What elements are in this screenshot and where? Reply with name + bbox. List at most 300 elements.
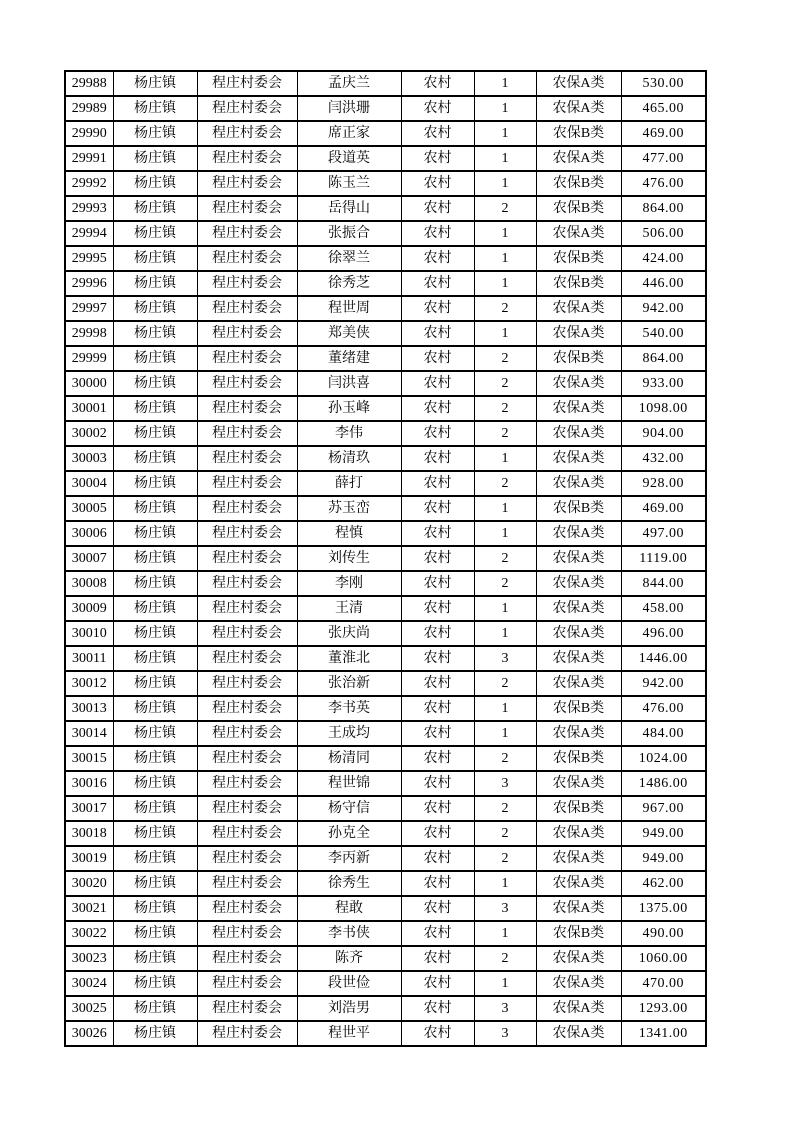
cell-person-name: 杨守信 (297, 796, 401, 821)
cell-amount: 540.00 (621, 321, 706, 346)
cell-person-count: 1 (474, 971, 536, 996)
cell-residence-type: 农村 (401, 346, 474, 371)
cell-residence-type: 农村 (401, 821, 474, 846)
table-row (65, 621, 706, 646)
cell-town: 杨庄镇 (113, 371, 197, 396)
cell-amount: 1486.00 (621, 771, 706, 796)
cell-town: 杨庄镇 (113, 321, 197, 346)
cell-person-name: 王清 (297, 596, 401, 621)
cell-residence-type: 农村 (401, 1021, 474, 1046)
cell-residence-type: 农村 (401, 721, 474, 746)
cell-person-count: 1 (474, 521, 536, 546)
cell-insurance-class: 农保B类 (536, 196, 621, 221)
cell-town: 杨庄镇 (113, 846, 197, 871)
cell-amount: 458.00 (621, 596, 706, 621)
table-row (65, 71, 706, 96)
cell-insurance-class: 农保A类 (536, 471, 621, 496)
cell-village-committee: 程庄村委会 (197, 371, 297, 396)
cell-town: 杨庄镇 (113, 171, 197, 196)
cell-town: 杨庄镇 (113, 871, 197, 896)
cell-amount: 1293.00 (621, 996, 706, 1021)
cell-amount: 469.00 (621, 496, 706, 521)
cell-seq-no: 30013 (65, 696, 113, 721)
cell-person-count: 2 (474, 671, 536, 696)
cell-village-committee: 程庄村委会 (197, 146, 297, 171)
cell-town: 杨庄镇 (113, 196, 197, 221)
cell-seq-no: 30024 (65, 971, 113, 996)
cell-person-count: 1 (474, 721, 536, 746)
cell-seq-no: 29989 (65, 96, 113, 121)
cell-amount: 469.00 (621, 121, 706, 146)
cell-town: 杨庄镇 (113, 396, 197, 421)
cell-village-committee: 程庄村委会 (197, 896, 297, 921)
cell-insurance-class: 农保B类 (536, 496, 621, 521)
cell-town: 杨庄镇 (113, 521, 197, 546)
cell-insurance-class: 农保A类 (536, 971, 621, 996)
cell-seq-no: 29999 (65, 346, 113, 371)
cell-seq-no: 30016 (65, 771, 113, 796)
cell-seq-no: 30010 (65, 621, 113, 646)
table-row (65, 146, 706, 171)
table-row (65, 796, 706, 821)
cell-town: 杨庄镇 (113, 346, 197, 371)
table-row (65, 271, 706, 296)
cell-amount: 530.00 (621, 71, 706, 96)
cell-town: 杨庄镇 (113, 71, 197, 96)
table-row (65, 571, 706, 596)
cell-person-name: 李伟 (297, 421, 401, 446)
cell-seq-no: 30023 (65, 946, 113, 971)
cell-seq-no: 29990 (65, 121, 113, 146)
cell-person-count: 1 (474, 71, 536, 96)
cell-person-count: 1 (474, 96, 536, 121)
cell-residence-type: 农村 (401, 971, 474, 996)
cell-person-count: 3 (474, 996, 536, 1021)
table-row (65, 1021, 706, 1046)
cell-seq-no: 30017 (65, 796, 113, 821)
cell-town: 杨庄镇 (113, 746, 197, 771)
cell-seq-no: 30014 (65, 721, 113, 746)
cell-village-committee: 程庄村委会 (197, 996, 297, 1021)
cell-amount: 1446.00 (621, 646, 706, 671)
cell-insurance-class: 农保A类 (536, 621, 621, 646)
cell-town: 杨庄镇 (113, 571, 197, 596)
table-row (65, 846, 706, 871)
cell-residence-type: 农村 (401, 921, 474, 946)
cell-residence-type: 农村 (401, 621, 474, 646)
cell-person-name: 闫洪喜 (297, 371, 401, 396)
cell-town: 杨庄镇 (113, 946, 197, 971)
cell-insurance-class: 农保A类 (536, 596, 621, 621)
cell-village-committee: 程庄村委会 (197, 671, 297, 696)
cell-village-committee: 程庄村委会 (197, 496, 297, 521)
cell-residence-type: 农村 (401, 846, 474, 871)
cell-person-count: 2 (474, 421, 536, 446)
cell-town: 杨庄镇 (113, 996, 197, 1021)
benefit-roster-table (64, 70, 707, 1047)
cell-town: 杨庄镇 (113, 546, 197, 571)
table-row (65, 446, 706, 471)
cell-residence-type: 农村 (401, 421, 474, 446)
cell-residence-type: 农村 (401, 546, 474, 571)
table-row (65, 221, 706, 246)
table-row (65, 596, 706, 621)
cell-amount: 1024.00 (621, 746, 706, 771)
cell-person-count: 3 (474, 896, 536, 921)
cell-amount: 844.00 (621, 571, 706, 596)
cell-person-name: 程世平 (297, 1021, 401, 1046)
table-row (65, 321, 706, 346)
cell-seq-no: 30005 (65, 496, 113, 521)
cell-person-name: 张振合 (297, 221, 401, 246)
cell-village-committee: 程庄村委会 (197, 296, 297, 321)
cell-village-committee: 程庄村委会 (197, 421, 297, 446)
cell-village-committee: 程庄村委会 (197, 346, 297, 371)
cell-person-count: 1 (474, 121, 536, 146)
cell-seq-no: 29988 (65, 71, 113, 96)
cell-town: 杨庄镇 (113, 896, 197, 921)
cell-insurance-class: 农保B类 (536, 121, 621, 146)
cell-insurance-class: 农保A类 (536, 871, 621, 896)
cell-person-name: 孙克全 (297, 821, 401, 846)
cell-amount: 477.00 (621, 146, 706, 171)
cell-village-committee: 程庄村委会 (197, 721, 297, 746)
cell-person-count: 1 (474, 171, 536, 196)
cell-seq-no: 29993 (65, 196, 113, 221)
cell-person-name: 徐秀生 (297, 871, 401, 896)
cell-amount: 490.00 (621, 921, 706, 946)
cell-person-count: 1 (474, 871, 536, 896)
cell-seq-no: 30011 (65, 646, 113, 671)
cell-insurance-class: 农保A类 (536, 146, 621, 171)
cell-amount: 432.00 (621, 446, 706, 471)
cell-residence-type: 农村 (401, 446, 474, 471)
cell-person-count: 1 (474, 921, 536, 946)
cell-residence-type: 农村 (401, 196, 474, 221)
cell-person-name: 杨清玖 (297, 446, 401, 471)
cell-town: 杨庄镇 (113, 796, 197, 821)
cell-person-count: 1 (474, 246, 536, 271)
cell-residence-type: 农村 (401, 71, 474, 96)
cell-person-count: 2 (474, 746, 536, 771)
cell-person-name: 李刚 (297, 571, 401, 596)
cell-insurance-class: 农保A类 (536, 396, 621, 421)
cell-residence-type: 农村 (401, 146, 474, 171)
cell-amount: 1341.00 (621, 1021, 706, 1046)
cell-insurance-class: 农保A类 (536, 321, 621, 346)
cell-town: 杨庄镇 (113, 646, 197, 671)
cell-residence-type: 农村 (401, 496, 474, 521)
cell-seq-no: 30007 (65, 546, 113, 571)
table-row (65, 246, 706, 271)
cell-person-name: 董淮北 (297, 646, 401, 671)
cell-seq-no: 29992 (65, 171, 113, 196)
cell-residence-type: 农村 (401, 596, 474, 621)
cell-village-committee: 程庄村委会 (197, 271, 297, 296)
cell-insurance-class: 农保A类 (536, 846, 621, 871)
cell-town: 杨庄镇 (113, 96, 197, 121)
cell-insurance-class: 农保A类 (536, 771, 621, 796)
cell-village-committee: 程庄村委会 (197, 546, 297, 571)
cell-amount: 424.00 (621, 246, 706, 271)
cell-village-committee: 程庄村委会 (197, 596, 297, 621)
cell-person-count: 2 (474, 396, 536, 421)
cell-insurance-class: 农保B类 (536, 921, 621, 946)
cell-person-name: 陈玉兰 (297, 171, 401, 196)
cell-insurance-class: 农保B类 (536, 696, 621, 721)
cell-person-count: 2 (474, 296, 536, 321)
cell-person-count: 1 (474, 621, 536, 646)
cell-village-committee: 程庄村委会 (197, 446, 297, 471)
cell-person-name: 徐秀芝 (297, 271, 401, 296)
cell-residence-type: 农村 (401, 296, 474, 321)
cell-amount: 484.00 (621, 721, 706, 746)
cell-town: 杨庄镇 (113, 921, 197, 946)
cell-residence-type: 农村 (401, 646, 474, 671)
cell-person-count: 2 (474, 471, 536, 496)
cell-person-count: 3 (474, 646, 536, 671)
table-row (65, 421, 706, 446)
cell-insurance-class: 农保A类 (536, 1021, 621, 1046)
cell-person-count: 1 (474, 446, 536, 471)
cell-person-count: 3 (474, 1021, 536, 1046)
table-row (65, 721, 706, 746)
cell-person-count: 2 (474, 846, 536, 871)
cell-seq-no: 30009 (65, 596, 113, 621)
cell-seq-no: 29995 (65, 246, 113, 271)
cell-person-name: 薛打 (297, 471, 401, 496)
cell-town: 杨庄镇 (113, 721, 197, 746)
cell-town: 杨庄镇 (113, 771, 197, 796)
cell-seq-no: 30021 (65, 896, 113, 921)
cell-person-name: 岳得山 (297, 196, 401, 221)
cell-residence-type: 农村 (401, 371, 474, 396)
cell-village-committee: 程庄村委会 (197, 946, 297, 971)
cell-seq-no: 30015 (65, 746, 113, 771)
cell-seq-no: 30012 (65, 671, 113, 696)
cell-village-committee: 程庄村委会 (197, 396, 297, 421)
cell-amount: 497.00 (621, 521, 706, 546)
table-row (65, 371, 706, 396)
cell-residence-type: 农村 (401, 696, 474, 721)
cell-town: 杨庄镇 (113, 221, 197, 246)
table-row (65, 696, 706, 721)
cell-amount: 496.00 (621, 621, 706, 646)
cell-town: 杨庄镇 (113, 471, 197, 496)
cell-person-name: 刘浩男 (297, 996, 401, 1021)
cell-amount: 949.00 (621, 821, 706, 846)
cell-seq-no: 30001 (65, 396, 113, 421)
cell-person-count: 2 (474, 796, 536, 821)
cell-amount: 465.00 (621, 96, 706, 121)
cell-seq-no: 29996 (65, 271, 113, 296)
cell-amount: 904.00 (621, 421, 706, 446)
cell-amount: 446.00 (621, 271, 706, 296)
table-row (65, 946, 706, 971)
cell-town: 杨庄镇 (113, 596, 197, 621)
table-row (65, 346, 706, 371)
cell-amount: 476.00 (621, 696, 706, 721)
cell-insurance-class: 农保A类 (536, 371, 621, 396)
cell-village-committee: 程庄村委会 (197, 846, 297, 871)
cell-person-name: 程慎 (297, 521, 401, 546)
cell-insurance-class: 农保B类 (536, 796, 621, 821)
cell-village-committee: 程庄村委会 (197, 521, 297, 546)
table-row (65, 971, 706, 996)
cell-town: 杨庄镇 (113, 496, 197, 521)
cell-insurance-class: 农保B类 (536, 246, 621, 271)
cell-residence-type: 农村 (401, 796, 474, 821)
cell-village-committee: 程庄村委会 (197, 246, 297, 271)
cell-residence-type: 农村 (401, 96, 474, 121)
table-body (65, 71, 706, 1046)
cell-person-name: 孟庆兰 (297, 71, 401, 96)
cell-person-name: 苏玉峦 (297, 496, 401, 521)
cell-village-committee: 程庄村委会 (197, 221, 297, 246)
cell-amount: 1098.00 (621, 396, 706, 421)
cell-insurance-class: 农保B类 (536, 171, 621, 196)
cell-insurance-class: 农保A类 (536, 721, 621, 746)
cell-person-name: 程世周 (297, 296, 401, 321)
cell-insurance-class: 农保A类 (536, 571, 621, 596)
cell-town: 杨庄镇 (113, 1021, 197, 1046)
cell-seq-no: 29998 (65, 321, 113, 346)
cell-village-committee: 程庄村委会 (197, 171, 297, 196)
cell-town: 杨庄镇 (113, 146, 197, 171)
cell-person-name: 刘传生 (297, 546, 401, 571)
cell-village-committee: 程庄村委会 (197, 646, 297, 671)
cell-person-name: 徐翠兰 (297, 246, 401, 271)
table-row (65, 746, 706, 771)
cell-insurance-class: 农保A类 (536, 96, 621, 121)
cell-seq-no: 30019 (65, 846, 113, 871)
cell-insurance-class: 农保A类 (536, 946, 621, 971)
cell-insurance-class: 农保A类 (536, 546, 621, 571)
table-row (65, 196, 706, 221)
cell-amount: 470.00 (621, 971, 706, 996)
cell-village-committee: 程庄村委会 (197, 696, 297, 721)
cell-seq-no: 30026 (65, 1021, 113, 1046)
cell-insurance-class: 农保B类 (536, 346, 621, 371)
cell-person-name: 董绪建 (297, 346, 401, 371)
cell-town: 杨庄镇 (113, 821, 197, 846)
cell-amount: 949.00 (621, 846, 706, 871)
cell-town: 杨庄镇 (113, 971, 197, 996)
cell-person-name: 杨清同 (297, 746, 401, 771)
cell-seq-no: 30022 (65, 921, 113, 946)
cell-residence-type: 农村 (401, 946, 474, 971)
cell-village-committee: 程庄村委会 (197, 921, 297, 946)
cell-person-name: 张庆尚 (297, 621, 401, 646)
cell-person-count: 1 (474, 696, 536, 721)
cell-person-name: 程世锦 (297, 771, 401, 796)
table-row (65, 646, 706, 671)
cell-residence-type: 农村 (401, 996, 474, 1021)
cell-residence-type: 农村 (401, 321, 474, 346)
cell-seq-no: 29997 (65, 296, 113, 321)
table-row (65, 296, 706, 321)
cell-residence-type: 农村 (401, 771, 474, 796)
cell-town: 杨庄镇 (113, 246, 197, 271)
table-row (65, 521, 706, 546)
table-row (65, 871, 706, 896)
cell-amount: 476.00 (621, 171, 706, 196)
cell-residence-type: 农村 (401, 221, 474, 246)
cell-residence-type: 农村 (401, 396, 474, 421)
table-row (65, 671, 706, 696)
table-row (65, 996, 706, 1021)
cell-amount: 1119.00 (621, 546, 706, 571)
cell-village-committee: 程庄村委会 (197, 821, 297, 846)
table-row (65, 496, 706, 521)
cell-seq-no: 30020 (65, 871, 113, 896)
cell-insurance-class: 农保A类 (536, 996, 621, 1021)
cell-person-count: 1 (474, 496, 536, 521)
cell-amount: 1060.00 (621, 946, 706, 971)
cell-person-name: 王成均 (297, 721, 401, 746)
table-row (65, 96, 706, 121)
cell-residence-type: 农村 (401, 871, 474, 896)
cell-residence-type: 农村 (401, 471, 474, 496)
cell-seq-no: 29991 (65, 146, 113, 171)
cell-amount: 942.00 (621, 296, 706, 321)
cell-residence-type: 农村 (401, 271, 474, 296)
cell-town: 杨庄镇 (113, 421, 197, 446)
cell-seq-no: 30003 (65, 446, 113, 471)
cell-seq-no: 30002 (65, 421, 113, 446)
cell-insurance-class: 农保A类 (536, 446, 621, 471)
cell-person-count: 1 (474, 596, 536, 621)
cell-insurance-class: 农保A类 (536, 896, 621, 921)
cell-person-name: 郑美侠 (297, 321, 401, 346)
cell-seq-no: 30025 (65, 996, 113, 1021)
cell-amount: 864.00 (621, 346, 706, 371)
cell-amount: 1375.00 (621, 896, 706, 921)
cell-village-committee: 程庄村委会 (197, 96, 297, 121)
cell-person-count: 2 (474, 546, 536, 571)
table-row (65, 921, 706, 946)
cell-person-count: 2 (474, 571, 536, 596)
cell-person-count: 2 (474, 371, 536, 396)
cell-insurance-class: 农保B类 (536, 271, 621, 296)
cell-town: 杨庄镇 (113, 271, 197, 296)
cell-town: 杨庄镇 (113, 696, 197, 721)
table-row (65, 471, 706, 496)
cell-person-name: 段世俭 (297, 971, 401, 996)
cell-town: 杨庄镇 (113, 621, 197, 646)
cell-amount: 967.00 (621, 796, 706, 821)
cell-person-count: 2 (474, 821, 536, 846)
table-row (65, 821, 706, 846)
cell-person-name: 闫洪珊 (297, 96, 401, 121)
cell-village-committee: 程庄村委会 (197, 871, 297, 896)
cell-village-committee: 程庄村委会 (197, 746, 297, 771)
cell-person-name: 陈齐 (297, 946, 401, 971)
cell-amount: 928.00 (621, 471, 706, 496)
cell-town: 杨庄镇 (113, 121, 197, 146)
cell-insurance-class: 农保A类 (536, 821, 621, 846)
table-row (65, 771, 706, 796)
cell-village-committee: 程庄村委会 (197, 121, 297, 146)
table-row (65, 546, 706, 571)
cell-town: 杨庄镇 (113, 296, 197, 321)
cell-village-committee: 程庄村委会 (197, 796, 297, 821)
cell-insurance-class: 农保A类 (536, 521, 621, 546)
cell-amount: 462.00 (621, 871, 706, 896)
cell-person-count: 2 (474, 346, 536, 371)
cell-seq-no: 29994 (65, 221, 113, 246)
cell-insurance-class: 农保B类 (536, 746, 621, 771)
